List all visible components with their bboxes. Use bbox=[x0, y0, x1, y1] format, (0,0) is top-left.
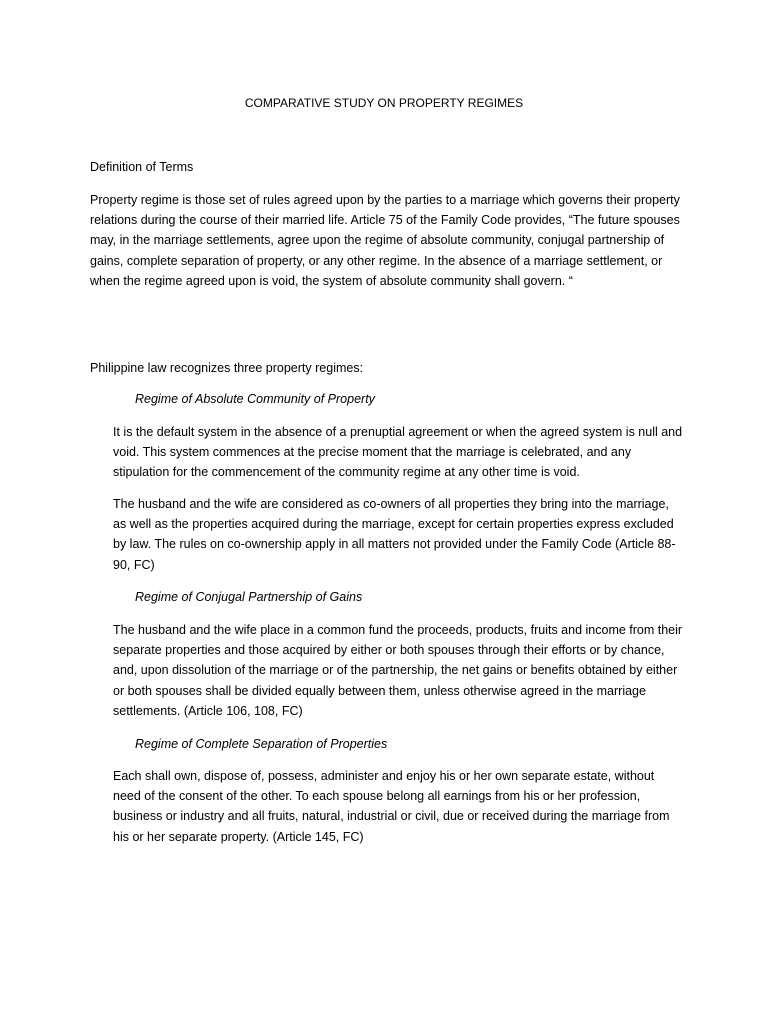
definition-heading: Definition of Terms bbox=[90, 160, 194, 174]
regime-paragraph: It is the default system in the absence of a prenuptial agreement or when the agreed system is null and void. This system commences at the precise moment that the marriage is celebrated, and any stipulation for the commencement of the community regime at any other time is void. bbox=[113, 425, 683, 480]
regime-paragraph: The husband and the wife place in a common fund the proceeds, products, fruits and income from their separate properties and those acquired by either or both spouses through their efforts or by chance, and, upon dissolution of the marriage or of the partnership, the net gains or benefits obtained by either or both spouses shall be divided equally between them, unless otherwise agreed in the marriage settlements. (Article 106, 108, FC) bbox=[113, 623, 683, 718]
intro-line: Philippine law recognizes three property regimes: bbox=[90, 361, 364, 375]
definition-paragraph: Property regime is those set of rules agreed upon by the parties to a marriage which governs their property relations during the course of their married life. Article 75 of the Family Code provides, “The future spouses may, in the marriage settlements, agree upon the regime of absolute community, conjugal partnership of gains, complete separation of property, or any other regime. In the absence of a marriage settlement, or when the regime agreed upon is void, the system of absolute community shall govern. “ bbox=[90, 193, 680, 288]
regime-heading-complete-separation: Regime of Complete Separation of Properties bbox=[135, 737, 388, 751]
regime-paragraph: The husband and the wife are considered as co-owners of all properties they bring into the marriage, as well as the properties acquired during the marriage, except for certain properties express excluded by law. The rules on co-ownership apply in all matters not provided under the Family Code (Article 88-90, FC) bbox=[113, 497, 676, 572]
regime-heading-conjugal-partnership: Regime of Conjugal Partnership of Gains bbox=[135, 590, 363, 604]
document-title: COMPARATIVE STUDY ON PROPERTY REGIMES bbox=[244, 96, 524, 110]
regime-paragraph: Each shall own, dispose of, possess, administer and enjoy his or her own separate estate, without need of the consent of the other. To each spouse belong all earnings from his or her profession, business or industry and all fruits, natural, industrial or civil, due or received during the marriage from his or her separate property. (Article 145, FC) bbox=[113, 769, 670, 844]
regime-heading-absolute-community: Regime of Absolute Community of Property bbox=[135, 392, 375, 406]
